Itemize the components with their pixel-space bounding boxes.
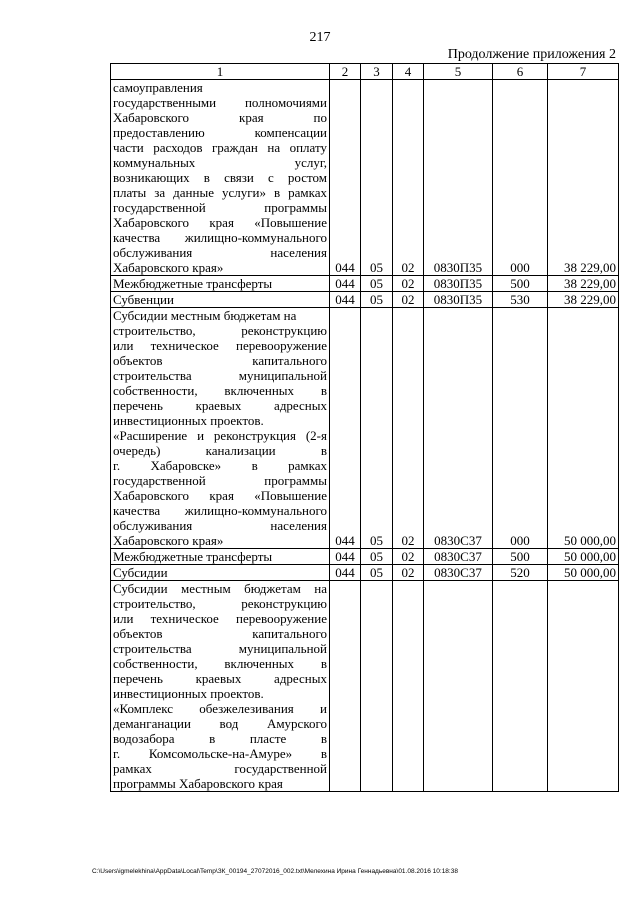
admin-code-cell [330,581,361,792]
amount-cell: 50 000,00 [548,565,619,581]
row-name-line: г. Хабаровске» в рамках [113,458,327,473]
column-header-4: 4 [393,64,424,80]
section-code-cell [361,581,393,792]
row-name-line: собственности, включенных в [113,656,327,671]
row-name-line: предоставлению компенсации [113,125,327,140]
row-name-line: государственной программы [113,200,327,215]
amount-cell: 38 229,00 [548,80,619,276]
target-article-cell: 0830С37 [424,308,493,549]
row-name-line: очередь) канализации в [113,443,327,458]
column-header-5: 5 [424,64,493,80]
row-name-line: «Комплекс обезжелезивания и [113,701,327,716]
row-name-cell: Межбюджетные трансферты [111,276,330,292]
row-name-line: инвестиционных проектов. [113,686,264,701]
admin-code-cell: 044 [330,549,361,565]
table-header-row [111,64,619,80]
row-name-line: строительства муниципальной [113,368,327,383]
subsection-code-cell: 02 [393,308,424,549]
row-name-line: самоуправления [113,80,203,95]
row-name-line: государственными полномочиями [113,95,327,110]
admin-code-cell: 044 [330,276,361,292]
amount-cell: 38 229,00 [548,292,619,308]
row-name-line: качества жилищно-коммунального [113,503,327,518]
table-row [111,581,619,792]
row-name-line: перечень краевых адресных [113,398,327,413]
subsection-code-cell: 02 [393,549,424,565]
row-name-line: строительства муниципальной [113,641,327,656]
subsection-code-cell: 02 [393,565,424,581]
column-header-2: 2 [330,64,361,80]
column-header-7: 7 [548,64,619,80]
row-name-line: государственной программы [113,473,327,488]
admin-code-cell: 044 [330,565,361,581]
table-body [111,80,619,792]
row-name-line: обслуживания населения [113,518,327,533]
admin-code-cell: 044 [330,292,361,308]
row-name-line: платы за данные услуги» в рамках [113,185,327,200]
row-name-line: деманганации вод Амурского [113,716,327,731]
section-code-cell: 05 [361,308,393,549]
row-name-line: строительство, реконструкцию [113,596,327,611]
section-code-cell: 05 [361,276,393,292]
amount-cell: 50 000,00 [548,308,619,549]
row-name-line: объектов капитального [113,626,327,641]
page-number: 217 [309,30,331,45]
expense-type-cell [493,581,548,792]
table-row [111,80,619,276]
subsection-code-cell: 02 [393,80,424,276]
target-article-cell: 0830С37 [424,565,493,581]
table-row [111,276,619,292]
column-header-1: 1 [111,64,330,80]
target-article-cell: 0830П35 [424,292,493,308]
row-name-cell [111,80,330,276]
row-name-line: г. Комсомольске-на-Амуре» в [113,746,327,761]
section-code-cell: 05 [361,80,393,276]
section-code-cell: 05 [361,292,393,308]
row-name-cell: Субвенции [111,292,330,308]
appendix-continuation-label: Продолжение приложения 2 [447,47,616,62]
row-name-line: Субсидии местным бюджетам на [113,308,297,323]
admin-code-cell: 044 [330,308,361,549]
section-code-cell: 05 [361,565,393,581]
target-article-cell [424,581,493,792]
row-name-cell: Субсидии [111,565,330,581]
expense-type-cell: 500 [493,549,548,565]
expense-type-cell: 500 [493,276,548,292]
row-name-line: Хабаровского края» [113,260,224,275]
table-row [111,549,619,565]
row-name-line: «Расширение и реконструкция (2-я [113,428,327,443]
row-name-line: или техническое перевооружение [113,338,327,353]
column-header-3: 3 [361,64,393,80]
row-name-line: Хабаровского края «Повышение [113,488,327,503]
row-name-line: коммунальных услуг, [113,155,327,170]
amount-cell: 38 229,00 [548,276,619,292]
budget-table [110,63,619,792]
amount-cell [548,581,619,792]
expense-type-cell: 000 [493,80,548,276]
row-name-line: инвестиционных проектов. [113,413,264,428]
subsection-code-cell: 02 [393,276,424,292]
table-row [111,292,619,308]
table-row [111,565,619,581]
row-name-line: перечень краевых адресных [113,671,327,686]
row-name-line: части расходов граждан на оплату [113,140,327,155]
row-name-line: Хабаровского края» [113,533,224,548]
row-name-line: Хабаровского края «Повышение [113,215,327,230]
row-name-line: или техническое перевооружение [113,611,327,626]
row-name-line: водозабора в пласте в [113,731,327,746]
target-article-cell: 0830С37 [424,549,493,565]
column-header-6: 6 [493,64,548,80]
expense-type-cell: 520 [493,565,548,581]
row-name-line: программы Хабаровского края [113,776,283,791]
subsection-code-cell: 02 [393,292,424,308]
table-row [111,308,619,549]
target-article-cell: 0830П35 [424,276,493,292]
row-name-cell: Межбюджетные трансферты [111,549,330,565]
row-name-cell [111,308,330,549]
admin-code-cell: 044 [330,80,361,276]
row-name-cell [111,581,330,792]
row-name-line: качества жилищно-коммунального [113,230,327,245]
row-name-line: Субсидии местным бюджетам на [113,581,327,596]
row-name-line: обслуживания населения [113,245,327,260]
section-code-cell: 05 [361,549,393,565]
row-name-line: строительство, реконструкцию [113,323,327,338]
expense-type-cell: 000 [493,308,548,549]
row-name-line: рамках государственной [113,761,327,776]
subsection-code-cell [393,581,424,792]
file-path-footer: C:\Users\igmelekhina\AppData\Local\Temp\ЗК_00194_27072016_002.txt\Мелехина Ирина Геннадьевна\01.08.2016 10:18:38 [92,868,458,875]
amount-cell: 50 000,00 [548,549,619,565]
row-name-line: Хабаровского края по [113,110,327,125]
row-name-line: возникающих в связи с ростом [113,170,327,185]
row-name-line: объектов капитального [113,353,327,368]
expense-type-cell: 530 [493,292,548,308]
row-name-line: собственности, включенных в [113,383,327,398]
target-article-cell: 0830П35 [424,80,493,276]
